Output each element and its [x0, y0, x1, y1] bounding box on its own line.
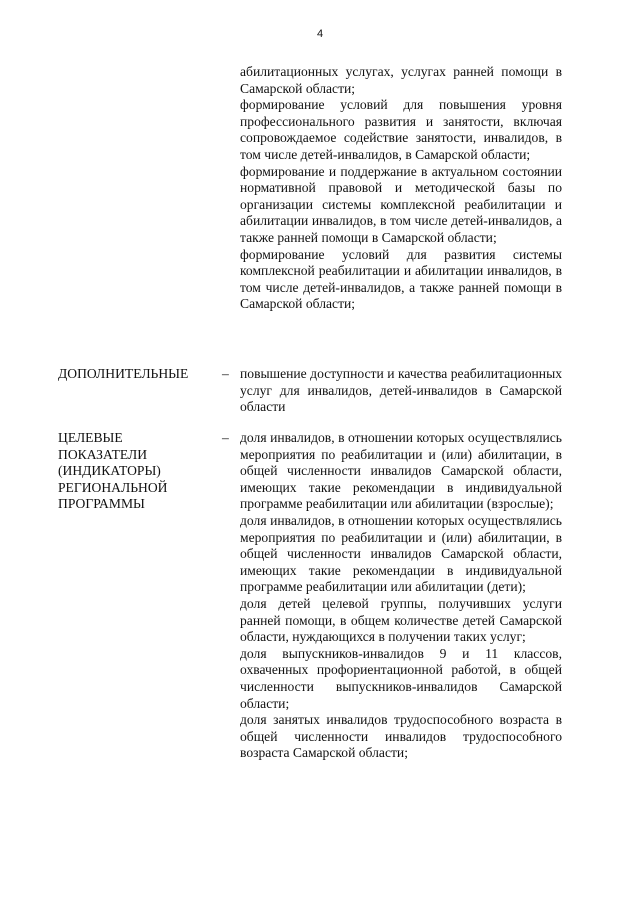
indicator-paragraph: доля занятых инвалидов трудоспособного возраста в общей численности инвалидов трудоспособного возраста Самарской области; [240, 712, 562, 761]
indicators-label [58, 430, 228, 513]
indicators-label-line: ЦЕЛЕВЫЕ [58, 430, 123, 445]
indicator-paragraph: доля детей целевой группы, получивших услуги ранней помощи, в общем количестве детей Самарской области, нуждающихся в получении таких услуг; [240, 595, 562, 645]
goals-continued-section [240, 64, 562, 313]
goal-paragraph: абилитационных услугах, услугах ранней помощи в Самарской области; [240, 64, 562, 96]
indicator-paragraph: доля инвалидов, в отношении которых осуществлялись мероприятия по реабилитации и (или) абилитации, в общей численности инвалидов Самарской области, имеющих такие рекомендации в индивидуальной программе реабилитации или абилитации (взрослые); [240, 430, 562, 512]
indicator-paragraph: доля инвалидов, в отношении которых осуществлялись мероприятия по реабилитации и (или) абилитации, в общей численности инвалидов Самарской области, имеющих такие рекомендации в индивидуальной программе реабилитации или абилитации (дети); [240, 512, 562, 595]
additional-text: повышение доступности и качества реабилитационных услуг для инвалидов, детей-инвалидов в Самарской области [240, 366, 562, 415]
additional-label: ДОПОЛНИТЕЛЬНЫЕ [58, 366, 189, 381]
goal-paragraph: формирование условий для развития системы комплексной реабилитации и абилитации инвалидов, в том числе детей-инвалидов, а также ранней помощи в Самарской области; [240, 246, 562, 312]
indicators-label-line: РЕГИОНАЛЬНОЙ [58, 479, 168, 495]
goal-paragraph: формирование и поддержание в актуальном состоянии нормативной правовой и методической базы по организации системы комплексной реабилитации и абилитации инвалидов, в том числе детей-инвалидов, а также ранней помощи в Самарской области; [240, 163, 562, 245]
page-number: 4 [316, 28, 324, 40]
goal-paragraph: формирование условий для повышения уровня профессионального развития и занятости, включая сопровождаемое содействие занятости, инвалидов, в том числе детей-инвалидов, в Самарской области; [240, 97, 562, 162]
indicators-label-line: (ИНДИКАТОРЫ) [58, 463, 161, 479]
indicator-paragraph: доля выпускников-инвалидов 9 и 11 классов, охваченных профориентационной работой, в общей численности выпускников-инвалидов Самарской области; [240, 645, 562, 711]
indicators-label-line: ПРОГРАММЫ [58, 496, 145, 512]
indicators-section [240, 430, 562, 762]
indicators-dash: – [222, 430, 229, 445]
indicators-label-line: ПОКАЗАТЕЛИ [58, 446, 148, 462]
additional-dash: – [222, 366, 229, 381]
